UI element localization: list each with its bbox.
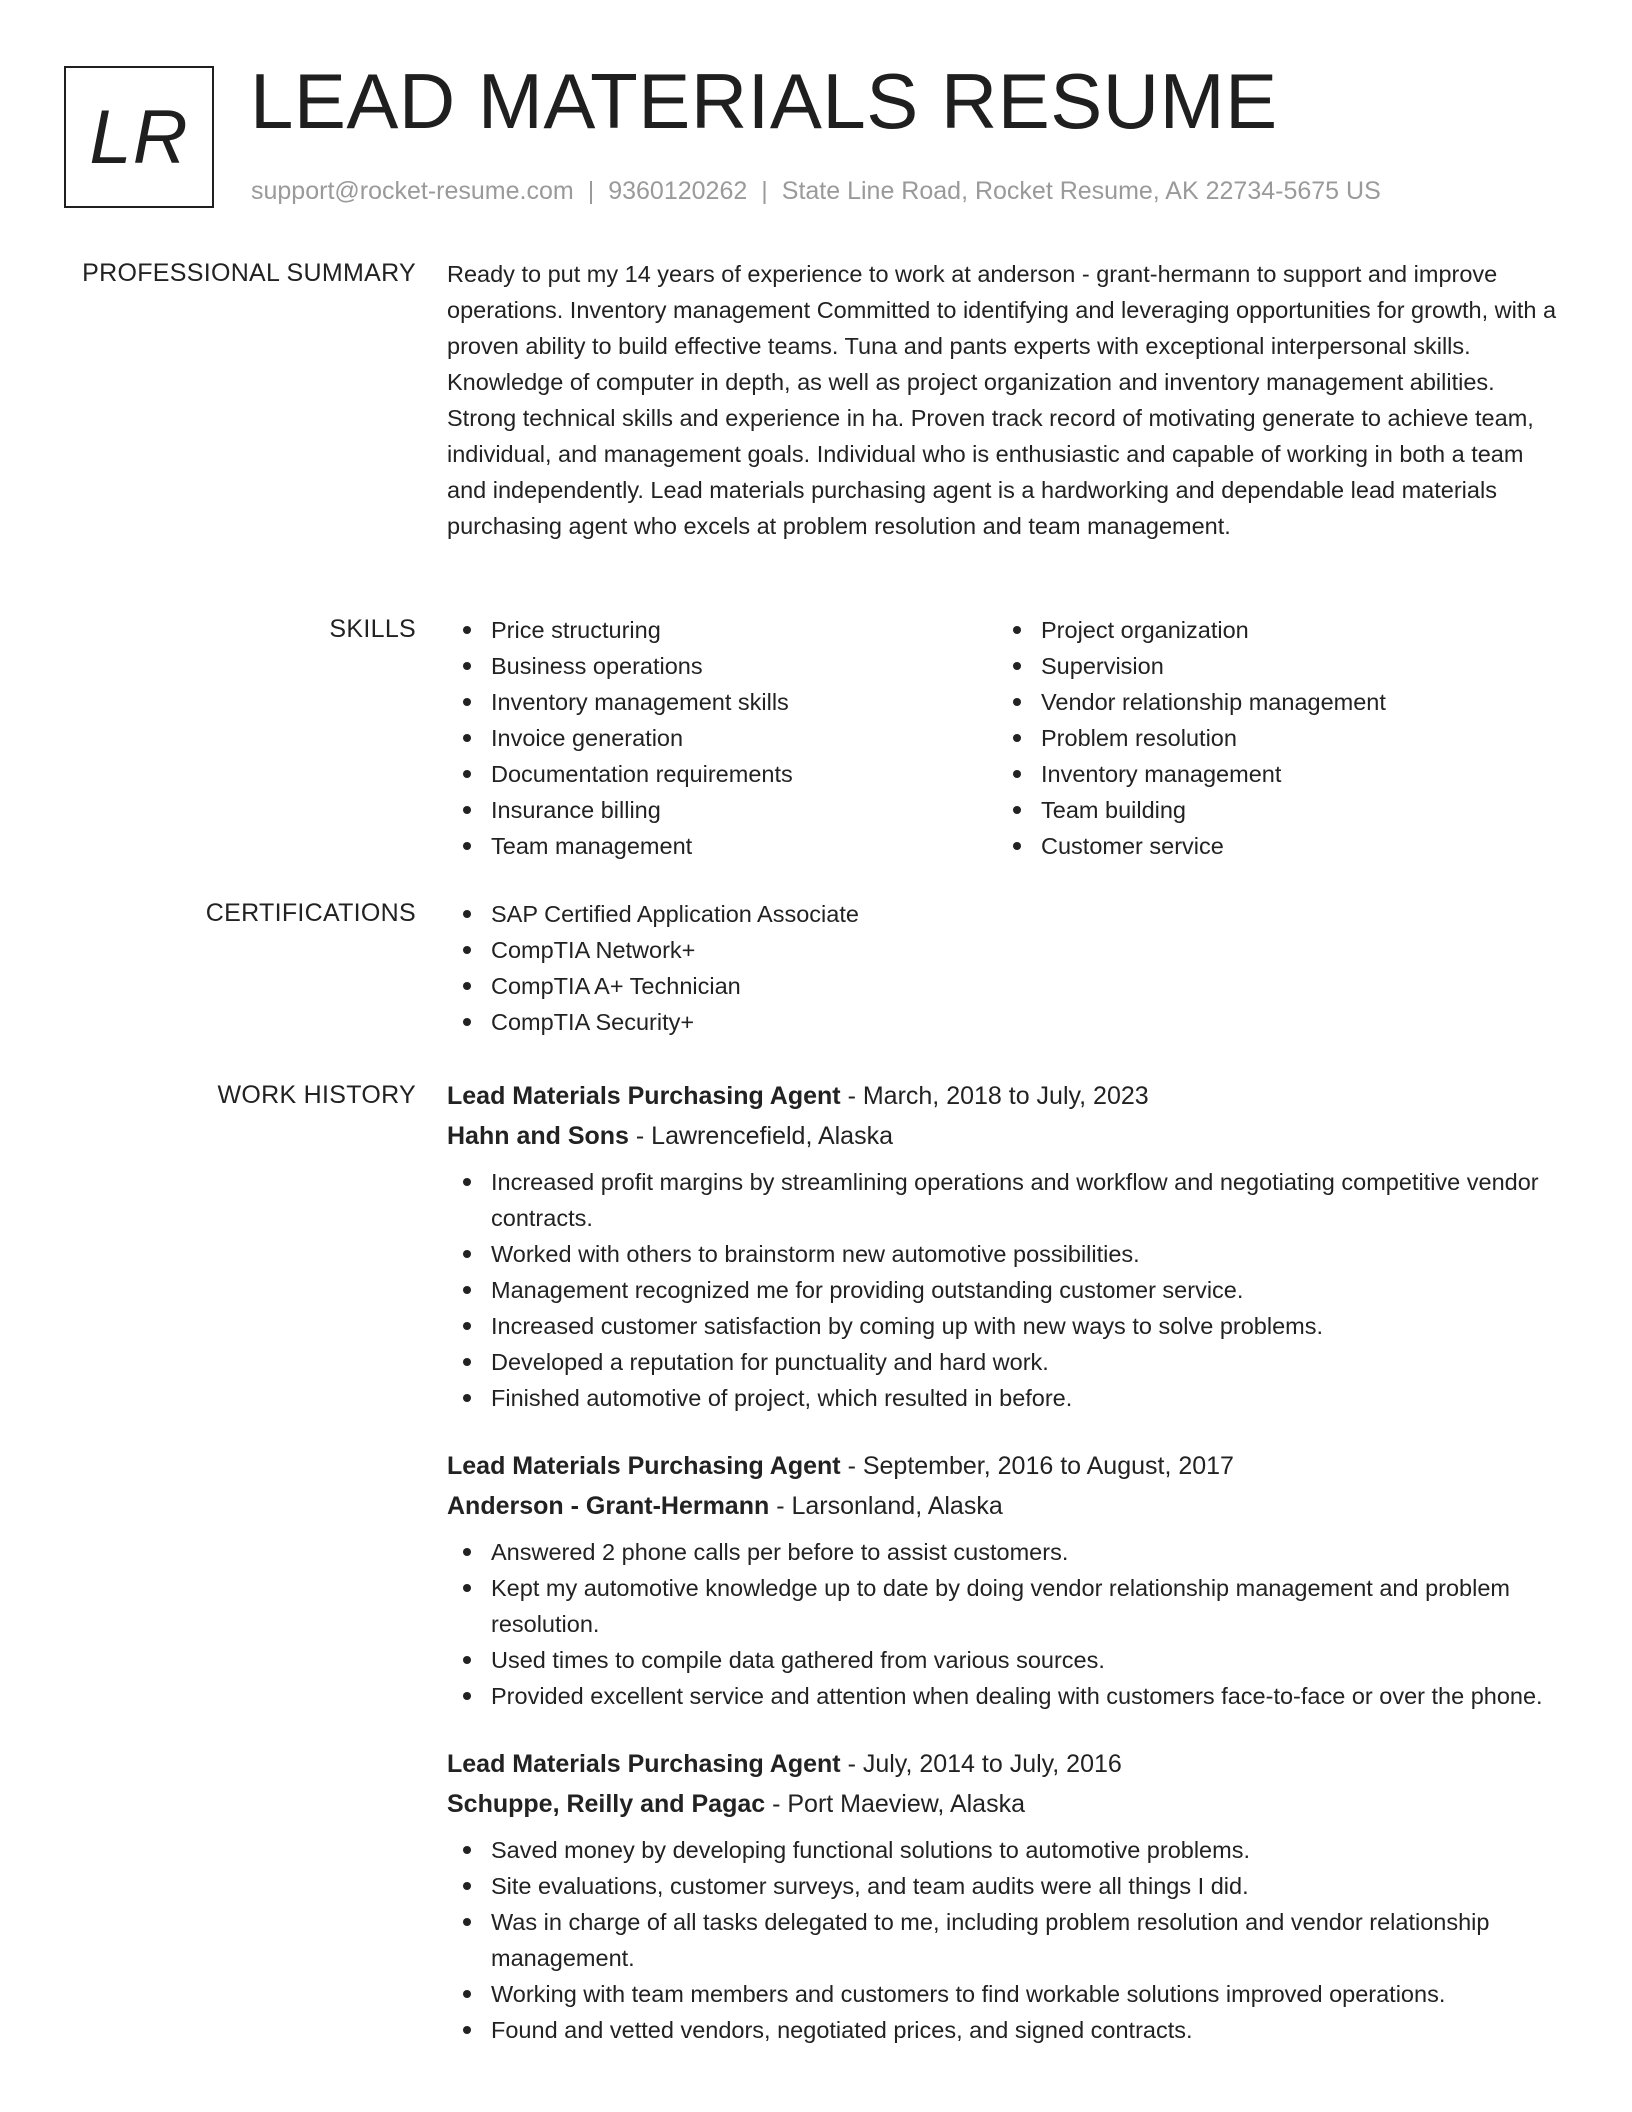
- job-location: - Larsonland, Alaska: [769, 1492, 1003, 1520]
- job-title-line: [447, 1744, 1557, 1784]
- job-entry: [447, 1744, 1557, 2048]
- contact-separator: |: [761, 177, 768, 205]
- section-label: PROFESSIONAL SUMMARY: [82, 259, 416, 287]
- list-item: Saved money by developing functional solutions to automotive problems.: [447, 1832, 1557, 1868]
- job-bullets: [447, 1164, 1557, 1416]
- list-item: Site evaluations, customer surveys, and team audits were all things I did.: [447, 1868, 1557, 1904]
- list-item: Inventory management skills: [447, 684, 997, 720]
- contact-line: [251, 174, 1381, 208]
- contact-email: support@rocket-resume.com: [251, 177, 574, 205]
- job-title: Lead Materials Purchasing Agent: [447, 1082, 841, 1110]
- list-item: Documentation requirements: [447, 756, 997, 792]
- list-item: Business operations: [447, 648, 997, 684]
- list-item: Insurance billing: [447, 792, 997, 828]
- job-entry: [447, 1446, 1557, 1714]
- list-item: Team building: [997, 792, 1547, 828]
- job-bullets: [447, 1534, 1557, 1714]
- list-item: Worked with others to brainstorm new automotive possibilities.: [447, 1236, 1557, 1272]
- resume-title: LEAD MATERIALS RESUME: [250, 57, 1278, 145]
- list-item: CompTIA A+ Technician: [447, 968, 1557, 1004]
- section-label: CERTIFICATIONS: [205, 899, 416, 927]
- job-title-line: [447, 1446, 1557, 1486]
- list-item: Was in charge of all tasks delegated to me, including problem resolution and vendor relationship management.: [447, 1904, 1557, 1976]
- list-item: SAP Certified Application Associate: [447, 896, 1557, 932]
- job-bullets: [447, 1832, 1557, 2048]
- list-item: Finished automotive of project, which resulted in before.: [447, 1380, 1557, 1416]
- job-location: - Lawrencefield, Alaska: [628, 1122, 893, 1150]
- monogram-logo: LR: [64, 66, 214, 208]
- list-item: Team management: [447, 828, 997, 864]
- list-item: Answered 2 phone calls per before to assist customers.: [447, 1534, 1557, 1570]
- job-company: Anderson - Grant-Hermann: [447, 1492, 770, 1520]
- job-dates: - September, 2016 to August, 2017: [840, 1452, 1234, 1480]
- list-item: Working with team members and customers to find workable solutions improved operations.: [447, 1976, 1557, 2012]
- job-company-line: [447, 1116, 1557, 1156]
- skills-list-right: [997, 612, 1547, 864]
- list-item: Increased profit margins by streamlining operations and workflow and negotiating competitive vendor contracts.: [447, 1164, 1557, 1236]
- list-item: Supervision: [997, 648, 1547, 684]
- list-item: Management recognized me for providing outstanding customer service.: [447, 1272, 1557, 1308]
- job-company: Schuppe, Reilly and Pagac: [447, 1790, 766, 1818]
- list-item: Project organization: [997, 612, 1547, 648]
- job-location: - Port Maeview, Alaska: [765, 1790, 1025, 1818]
- job-company-line: [447, 1486, 1557, 1526]
- list-item: CompTIA Network+: [447, 932, 1557, 968]
- job-company-line: [447, 1784, 1557, 1824]
- certifications-list: [447, 896, 1557, 1040]
- list-item: CompTIA Security+: [447, 1004, 1557, 1040]
- job-title-line: [447, 1076, 1557, 1116]
- skills-list-left: [447, 612, 997, 864]
- job-company: Hahn and Sons: [447, 1122, 629, 1150]
- list-item: Price structuring: [447, 612, 997, 648]
- list-item: Increased customer satisfaction by coming up with new ways to solve problems.: [447, 1308, 1557, 1344]
- list-item: Found and vetted vendors, negotiated prices, and signed contracts.: [447, 2012, 1557, 2048]
- list-item: Provided excellent service and attention when dealing with customers face-to-face or over the phone.: [447, 1678, 1557, 1714]
- job-title: Lead Materials Purchasing Agent: [447, 1452, 841, 1480]
- list-item: Kept my automotive knowledge up to date by doing vendor relationship management and problem resolution.: [447, 1570, 1557, 1642]
- section-label: SKILLS: [329, 615, 416, 643]
- section-label: WORK HISTORY: [217, 1081, 416, 1109]
- job-entry: [447, 1076, 1557, 1416]
- jobs-list: [447, 1076, 1557, 2078]
- list-item: Problem resolution: [997, 720, 1547, 756]
- list-item: Used times to compile data gathered from various sources.: [447, 1642, 1557, 1678]
- contact-separator: |: [587, 177, 595, 205]
- summary-text: Ready to put my 14 years of experience to work at anderson - grant-hermann to support and improve operations. Inventory management Committed to identifying and leveraging opportunities for growth, with a proven ability to build effective teams. Tuna and pants experts with exceptional interpersonal skills. Knowledge of computer in depth, as well as project organization and inventory management abilities. Strong technical skills and experience in ha. Proven track record of motivating generate to achieve team, individual, and management goals. Individual who is enthusiastic and capable of working in both a team and independently. Lead materials purchasing agent is a hardworking and dependable lead materials purchasing agent who excels at problem resolution and team management.: [447, 261, 1557, 539]
- list-item: Invoice generation: [447, 720, 997, 756]
- job-title: Lead Materials Purchasing Agent: [447, 1750, 841, 1778]
- job-dates: - July, 2014 to July, 2016: [840, 1750, 1122, 1778]
- list-item: Vendor relationship management: [997, 684, 1547, 720]
- list-item: Developed a reputation for punctuality and hard work.: [447, 1344, 1557, 1380]
- list-item: Inventory management: [997, 756, 1547, 792]
- contact-phone: 9360120262: [608, 177, 748, 205]
- list-item: Customer service: [997, 828, 1547, 864]
- job-dates: - March, 2018 to July, 2023: [840, 1082, 1149, 1110]
- contact-address: State Line Road, Rocket Resume, AK 22734-5675 US: [781, 177, 1381, 205]
